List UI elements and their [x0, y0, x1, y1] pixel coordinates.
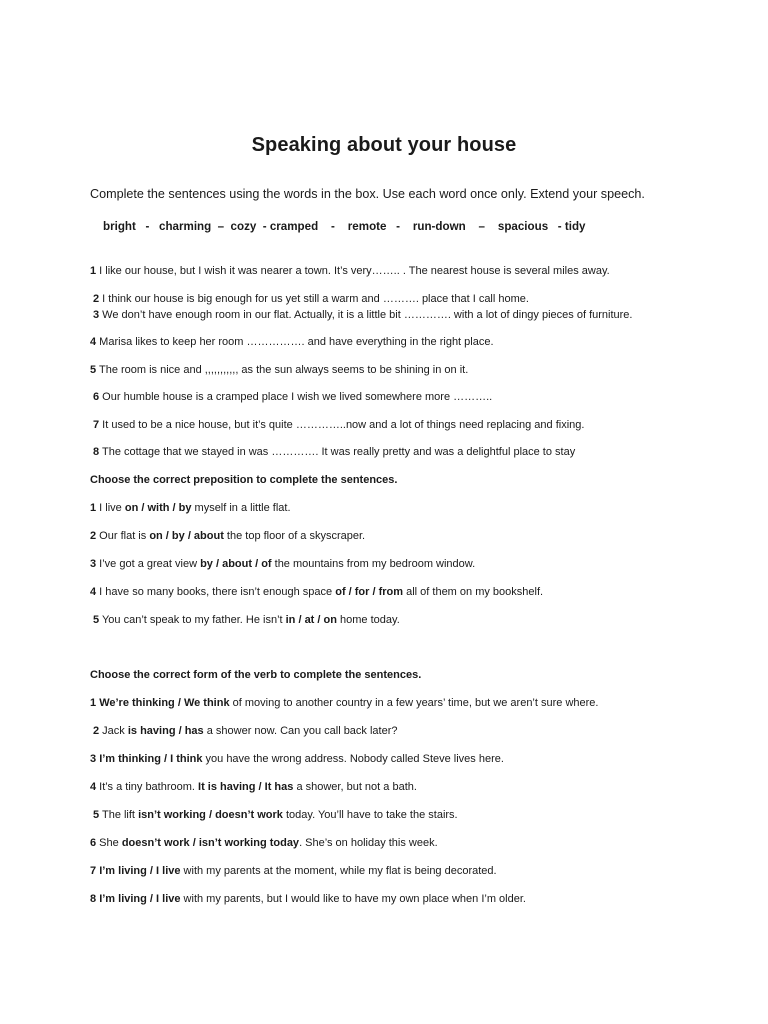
- sentence-number: 1: [90, 265, 97, 277]
- item-text: myself in a little flat.: [191, 502, 291, 514]
- verb-item-6: [90, 836, 438, 850]
- choice-options: isn’t working / doesn’t work: [138, 809, 283, 821]
- item-text: It’s a tiny bathroom.: [96, 781, 199, 793]
- choice-options: It is having / It has: [198, 781, 294, 793]
- sentence-text: The room is nice and ,,,,,,,,,,, as the sun always seems to be shining in on it.: [96, 364, 469, 376]
- sentence-3: [93, 308, 632, 322]
- verb-item-4: [90, 780, 417, 794]
- item-number: 3: [90, 558, 97, 570]
- item-number: 3: [90, 753, 97, 765]
- choice-options: in / at / on: [285, 614, 337, 626]
- item-text: I live: [96, 502, 125, 514]
- choice-options: by / about / of: [200, 558, 272, 570]
- choice-options: I’m living / I live: [99, 865, 181, 877]
- sentence-text: The cottage that we stayed in was …………. It was really pretty and was a delightful place to stay: [99, 446, 576, 458]
- sentence-2: [93, 292, 529, 306]
- item-text: Jack: [99, 725, 128, 737]
- verb-item-7: [90, 864, 497, 878]
- sentence-text: Marisa likes to keep her room ……………. and have everything in the right place.: [96, 336, 494, 348]
- sentence-number: 6: [93, 391, 100, 403]
- item-text: of moving to another country in a few years’ time, but we aren’t sure where.: [229, 697, 599, 709]
- item-text: Our flat is: [96, 530, 150, 542]
- item-number: 7: [90, 865, 97, 877]
- sentence-number: 2: [93, 293, 100, 305]
- instruction-text: Complete the sentences using the words in the box. Use each word once only. Extend your speech.: [90, 187, 645, 201]
- item-text: the top floor of a skyscraper.: [223, 530, 366, 542]
- sentence-8: [93, 445, 575, 459]
- preposition-heading: Choose the correct preposition to complete the sentences.: [90, 474, 398, 486]
- preposition-item-3: [90, 557, 475, 571]
- choice-options: I’m thinking / I think: [99, 753, 203, 765]
- item-number: 5: [93, 809, 100, 821]
- item-number: 6: [90, 837, 97, 849]
- page-title: Speaking about your house: [251, 134, 517, 156]
- item-number: 1: [90, 697, 97, 709]
- sentence-4: [90, 335, 494, 349]
- item-text: with my parents, but I would like to have my own place when I’m older.: [180, 893, 526, 905]
- sentence-text: It used to be a nice house, but it’s quite …………..now and a lot of things need replacing and fixing.: [99, 419, 585, 431]
- sentence-number: 5: [90, 364, 97, 376]
- preposition-item-5: [93, 613, 400, 627]
- item-text: all of them on my bookshelf.: [403, 586, 544, 598]
- item-text: She: [96, 837, 122, 849]
- sentence-number: 7: [93, 419, 100, 431]
- choice-options: doesn’t work / isn’t working today: [121, 837, 300, 849]
- sentence-number: 8: [93, 446, 100, 458]
- sentence-text: I think our house is big enough for us yet still a warm and ………. place that I call home.: [99, 293, 529, 305]
- sentence-6: [93, 390, 492, 404]
- verb-item-2: [93, 724, 398, 738]
- item-text: The lift: [99, 809, 139, 821]
- item-text: today. You’ll have to take the stairs.: [282, 809, 458, 821]
- sentence-text: I like our house, but I wish it was nearer a town. It’s very…….. . The nearest house is several miles away.: [96, 265, 610, 277]
- choice-options: of / for / from: [335, 586, 404, 598]
- sentence-number: 4: [90, 336, 97, 348]
- verb-item-5: [93, 808, 458, 822]
- item-number: 4: [90, 586, 97, 598]
- item-text: a shower now. Can you call back later?: [203, 725, 398, 737]
- sentence-text: We don’t have enough room in our flat. Actually, it is a little bit …………. with a lot of dingy pieces of furniture.: [99, 309, 633, 321]
- verb-item-1: [90, 696, 598, 710]
- item-text: . She’s on holiday this week.: [299, 837, 438, 849]
- item-text: you have the wrong address. Nobody called Steve lives here.: [202, 753, 504, 765]
- word-box: bright - charming – cozy - cramped - remote - run-down – spacious - tidy: [103, 220, 586, 233]
- item-text: home today.: [336, 614, 400, 626]
- preposition-item-4: [90, 585, 543, 599]
- item-number: 1: [90, 502, 97, 514]
- verb-form-heading: Choose the correct form of the verb to complete the sentences.: [90, 669, 422, 681]
- item-text: I have so many books, there isn’t enough space: [96, 586, 336, 598]
- verb-item-3: [90, 752, 504, 766]
- preposition-item-2: [90, 529, 365, 543]
- sentence-1: [90, 264, 610, 278]
- item-number: 5: [93, 614, 100, 626]
- sentence-text: Our humble house is a cramped place I wish we lived somewhere more ………..: [99, 391, 493, 403]
- choice-options: on / by / about: [149, 530, 224, 542]
- item-text: a shower, but not a bath.: [293, 781, 417, 793]
- sentence-5: [90, 363, 468, 377]
- item-text: with my parents at the moment, while my flat is being decorated.: [180, 865, 497, 877]
- choice-options: on / with / by: [124, 502, 192, 514]
- item-text: You can’t speak to my father. He isn’t: [99, 614, 286, 626]
- item-number: 2: [93, 725, 100, 737]
- item-number: 8: [90, 893, 97, 905]
- verb-item-8: [90, 892, 526, 906]
- sentence-number: 3: [93, 309, 100, 321]
- item-text: the mountains from my bedroom window.: [271, 558, 476, 570]
- choice-options: I’m living / I live: [99, 893, 181, 905]
- item-text: I’ve got a great view: [96, 558, 201, 570]
- item-number: 4: [90, 781, 97, 793]
- sentence-7: [93, 418, 584, 432]
- choice-options: is having / has: [127, 725, 204, 737]
- item-number: 2: [90, 530, 97, 542]
- choice-options: We’re thinking / We think: [99, 697, 230, 709]
- preposition-item-1: [90, 501, 291, 515]
